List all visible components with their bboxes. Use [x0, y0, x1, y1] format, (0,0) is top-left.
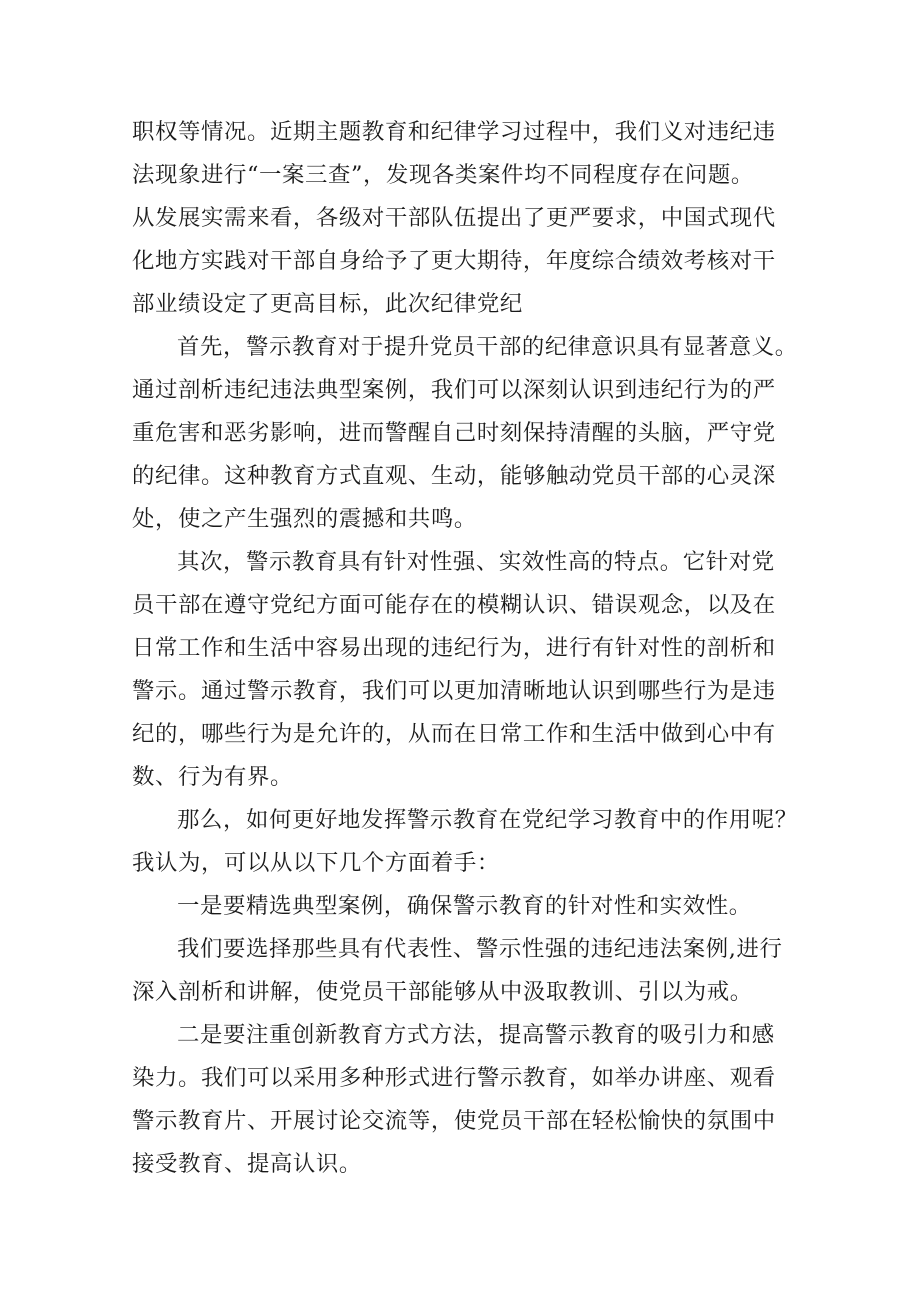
paragraph-7: 二是要注重创新教育方式方法，提高警示教育的吸引力和感 染力。我们可以采用多种形式进行警示教育，如举办讲座、观看 警示教育片、开展讨论交流等，使党员干部在轻松愉快的氛围中 接受教育、提高认识。: [132, 1022, 776, 1177]
paragraph-6: 我们要选择那些具有代表性、警示性强的违纪违法案例,进行 深入剖析和讲解，使党员干部能够从中汲取教训、引以为戒。: [132, 936, 783, 1005]
document-body: [132, 111, 800, 1186]
paragraph-2: 首先，警示教育对于提升党员干部的纪律意识具有显著意义。 通过剖析违纪违法典型案例，我们可以深刻认识到违纪行为的严 重危害和恶劣影响，进而警醒自己时刻保持清醒的头脑，严守党 的纪律。这种教育方式直观、生动，能够触动党员干部的心灵深 处，使之产生强烈的震撼和共鸣。: [132, 334, 798, 532]
paragraph-4: 那么，如何更好地发挥警示教育在党纪学习教育中的作用呢？ 我认为，可以从以下几个方面着手：: [132, 807, 798, 876]
paragraph-1: 职权等情况。近期主题教育和纪律学习过程中，我们义对违纪违 法现象进行“一案三查”，发现各类案件均不同程度存在问题。 从发展实需来看，各级对干部队伍提出了更严要求，中国式现代 化地方实践对干部自身给予了更大期待，年度综合绩效考核对干 部业绩设定了更高目标，此次纪律党纪: [132, 119, 776, 317]
paragraph-3: 其次，警示教育具有针对性强、实效性高的特点。它针对党 员干部在遵守党纪方面可能存在的模糊认识、错误观念，以及在 日常工作和生活中容易出现的违纪行为，进行有针对性的剖析和 警示。通过警示教育，我们可以更加清晰地认识到哪些行为是违 纪的，哪些行为是允许的，从而在日常工作和生活中做到心中有 数、行为有界。: [132, 549, 776, 790]
paragraph-5: 一是要精选典型案例，确保警示教育的针对性和实效性。: [177, 893, 752, 919]
